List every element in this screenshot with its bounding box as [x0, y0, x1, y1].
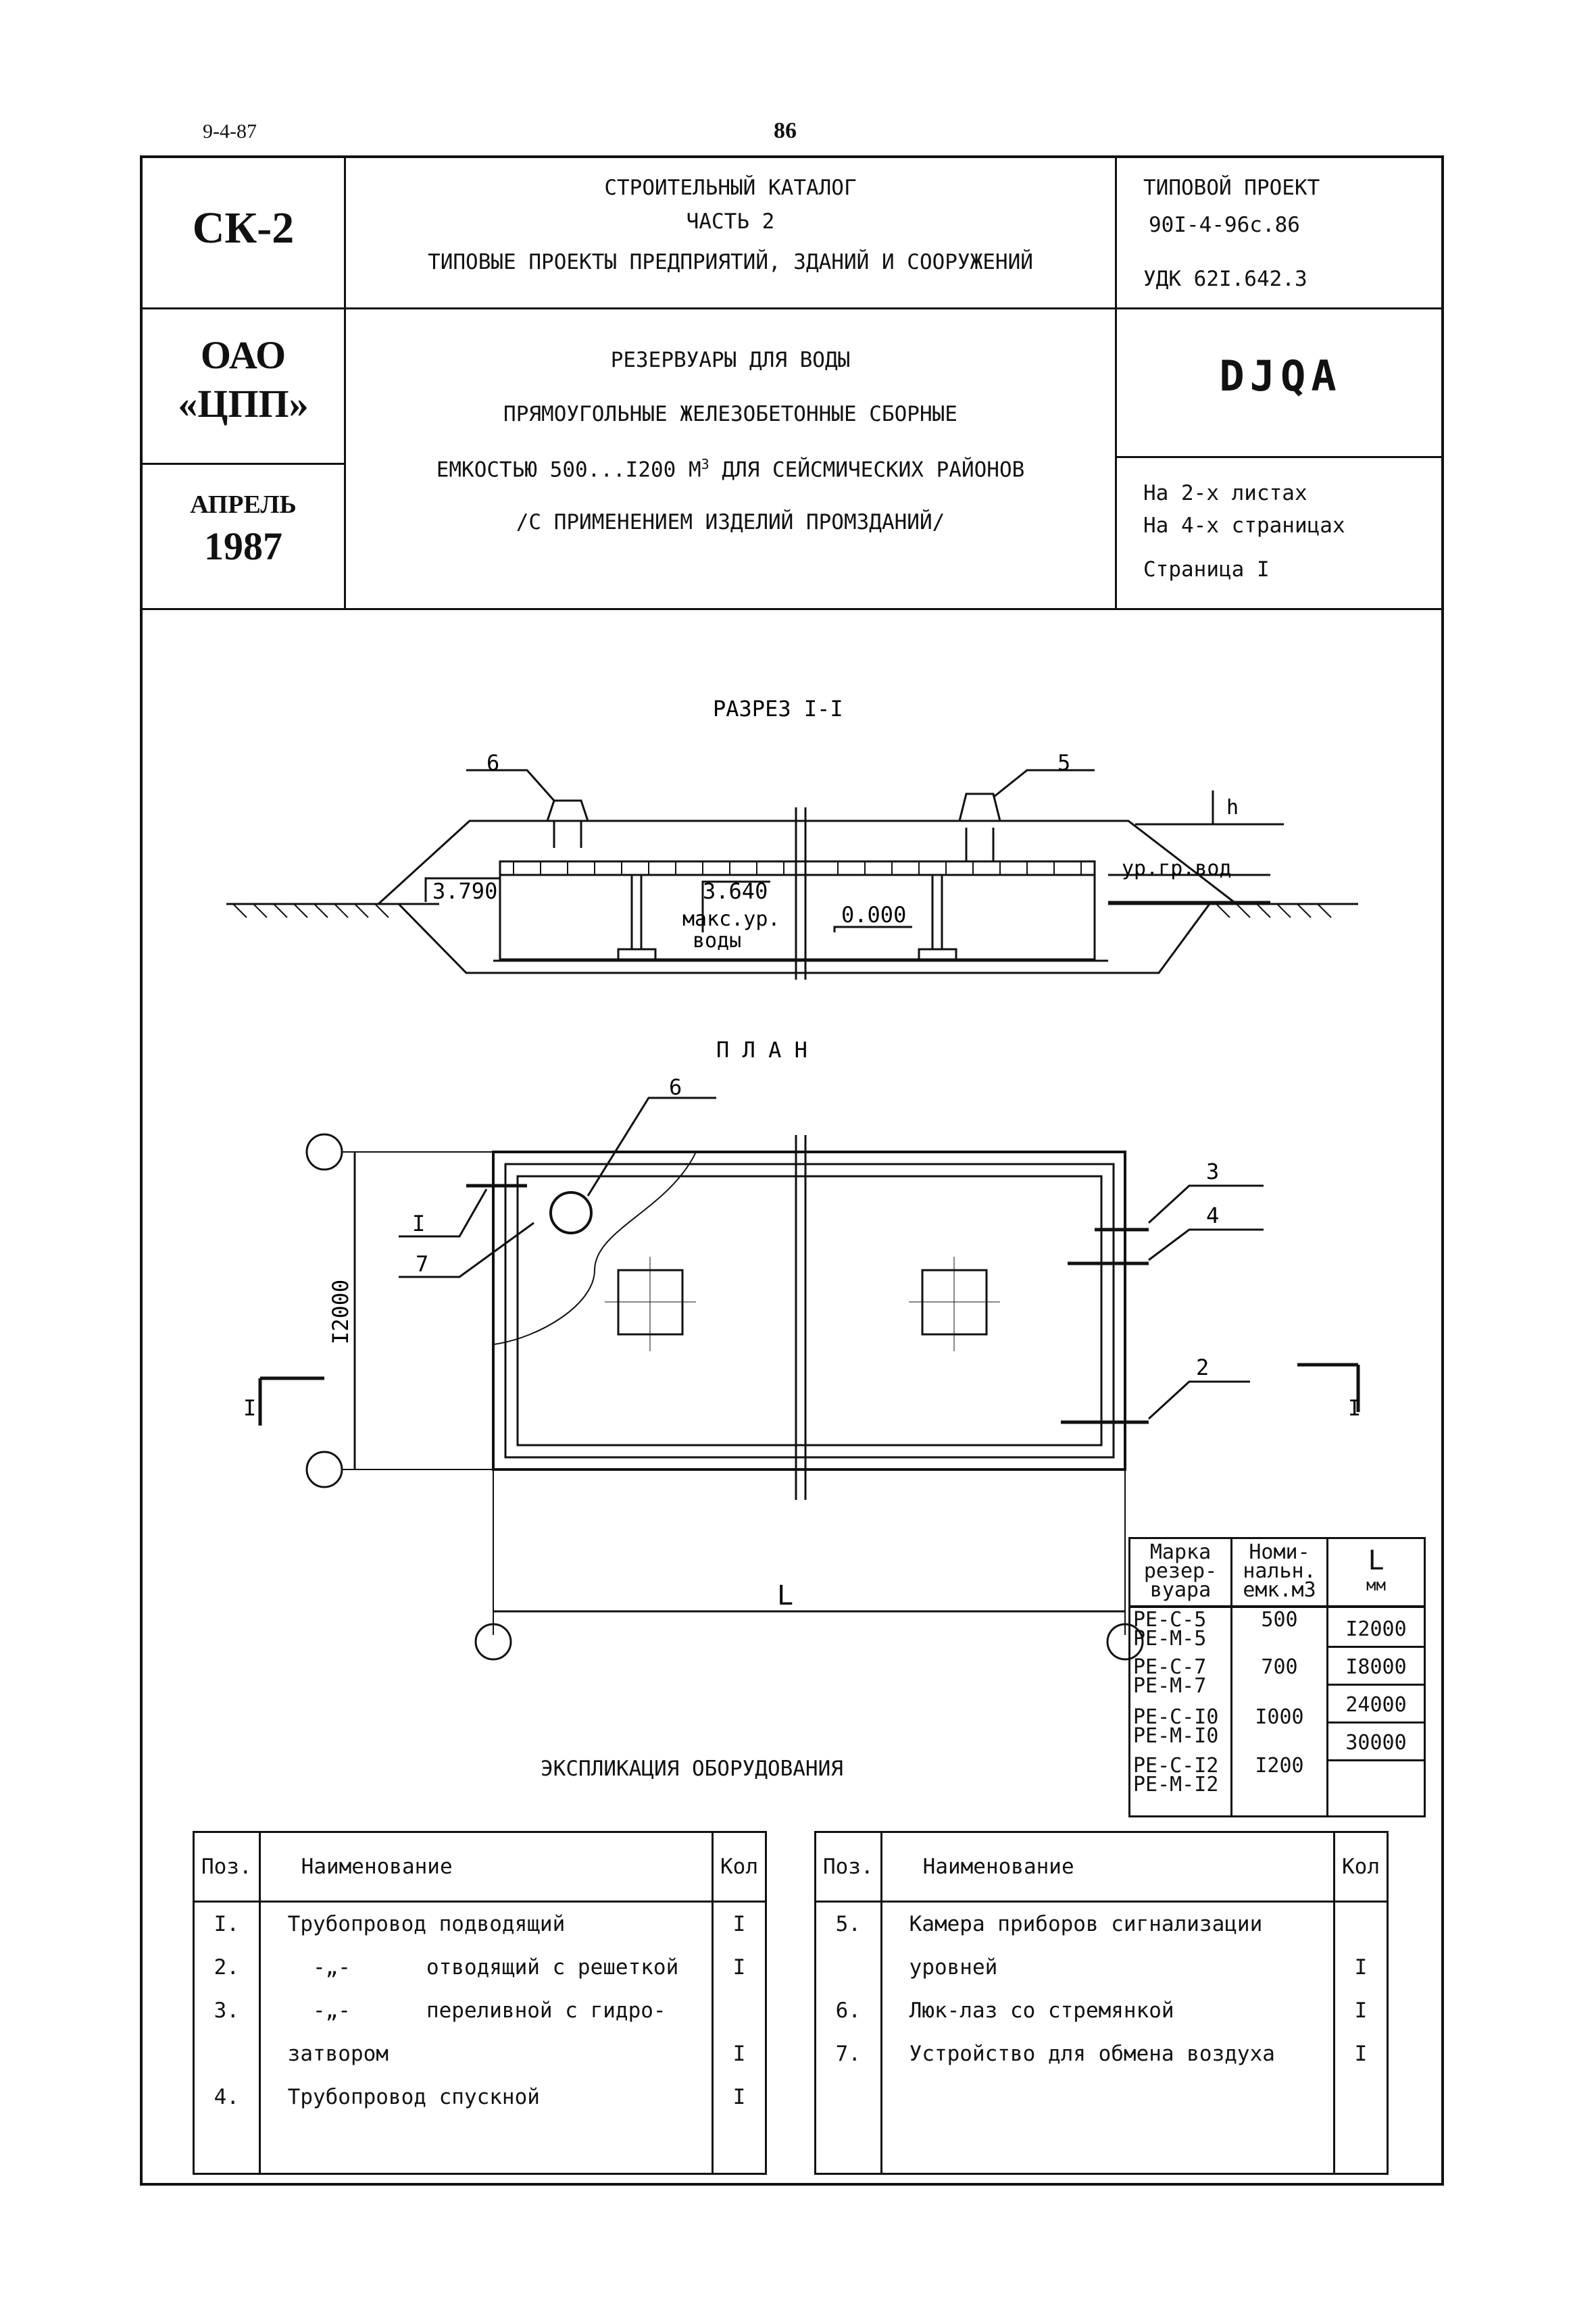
column-right: [932, 875, 942, 949]
sheets-count: На 2-х листах: [1143, 481, 1307, 505]
col-qty: Кол: [713, 1832, 766, 1902]
org-name-2: «ЦПП»: [178, 382, 309, 426]
table-row: 3. -„- переливной с гидро-: [194, 1989, 766, 2032]
plan-leader-4: [1149, 1230, 1264, 1260]
doc-code: DJQA: [1219, 351, 1342, 401]
page-index: Страница I: [1143, 557, 1270, 582]
col-name: Наименование: [259, 1832, 712, 1902]
org-name-1: ОАО: [200, 333, 286, 377]
tank-row-4-capacity: I200: [1255, 1754, 1304, 1778]
elev-zero: 0.000: [841, 902, 907, 928]
section-title: РАЗРЕЗ I-I: [713, 696, 843, 722]
plan-inner-2: [518, 1176, 1101, 1445]
catalog-title-2: ЧАСТЬ 2: [686, 209, 775, 234]
tank-length-1: I2000: [1345, 1617, 1407, 1641]
catalog-title-3: ТИПОВЫЕ ПРОЕКТЫ ПРЕДПРИЯТИЙ, ЗДАНИЙ И СООРУЖЕНИЙ: [428, 250, 1033, 274]
equipment-table-left: [193, 1831, 767, 2175]
tank-table-header-L: L мм: [1366, 1545, 1386, 1594]
catalog-title-1: СТРОИТЕЛЬНЫЙ КАТАЛОГ: [604, 176, 857, 200]
table-row: I. Трубопровод подводящий I: [194, 1902, 766, 1946]
leader-6: [466, 770, 554, 801]
table-row: затвором I: [194, 2032, 766, 2076]
table-row: 2. -„- отводящий с решеткой I: [194, 1946, 766, 1989]
tank-row-4-marks: РЕ-С-I2 РЕ-М-I2: [1133, 1754, 1219, 1796]
col-pos: Поз.: [194, 1832, 260, 1902]
plan-hatch-circle: [551, 1192, 591, 1233]
column-foot-right: [919, 949, 956, 959]
tank-table-header-capacity: Номи- нальн. емк.м3: [1243, 1540, 1316, 1602]
section-h-label: h: [1226, 796, 1239, 820]
col-pos: Поз.: [816, 1832, 882, 1902]
issue-year: 1987: [204, 524, 282, 568]
tank-length-3: 24000: [1345, 1693, 1407, 1717]
axis-bubble-1: [307, 1134, 342, 1169]
manhole-hatch: [547, 801, 588, 848]
col-qty: Кол: [1335, 1832, 1388, 1902]
plan-title: П Л А Н: [716, 1037, 807, 1063]
column-left: [632, 875, 641, 949]
project-number: 90I-4-96с.86: [1149, 213, 1300, 237]
axis-bubble-2: [307, 1452, 342, 1487]
equipment-table-right: [814, 1831, 1389, 2175]
project-label: ТИПОВОЙ ПРОЕКТ: [1143, 176, 1320, 200]
elev-mid: 3.640: [703, 878, 768, 904]
title-line-2: ПРЯМОУГОЛЬНЫЕ ЖЕЛЕЗОБЕТОННЫЕ СБОРНЫЕ: [503, 402, 957, 426]
title-line-4: /С ПРИМЕНЕНИЕМ ИЗДЕЛИЙ ПРОМЗДАНИЙ/: [516, 510, 945, 534]
page-number: 86: [774, 118, 797, 143]
table-row: 6. Люк-лаз со стремянкой I: [816, 1989, 1388, 2032]
plan-dim-length: L: [777, 1580, 794, 1611]
tank-body: [500, 861, 1095, 959]
tank-length-4: 30000: [1345, 1731, 1407, 1755]
tank-row-1-capacity: 500: [1261, 1608, 1298, 1632]
excavation-pit: [399, 904, 1210, 973]
catalog-code: СК-2: [192, 203, 295, 253]
section-callout-6: 6: [487, 750, 500, 776]
tank-table: [1128, 1537, 1426, 1817]
equipment-title: ЭКСПЛИКАЦИЯ ОБОРУДОВАНИЯ: [541, 1757, 843, 1781]
plan-callout-3: 3: [1206, 1159, 1220, 1184]
tank-table-header-mark: Марка резер- вуара: [1143, 1540, 1218, 1602]
plan-callout-2: 2: [1196, 1355, 1210, 1380]
tank-row-1-marks: РЕ-С-5 РЕ-М-5: [1133, 1608, 1207, 1651]
leader-5: [993, 770, 1095, 797]
tank-length-2: I8000: [1345, 1655, 1407, 1679]
plan-cutaway: [493, 1152, 696, 1344]
plan-callout-7: 7: [416, 1251, 429, 1277]
roof-ribs: [514, 861, 1081, 875]
section-mark-right-label: I: [1348, 1395, 1362, 1421]
plan-callout-4: 4: [1206, 1203, 1220, 1228]
table-row: 5. Камера приборов сигнализации: [816, 1902, 1388, 1946]
pages-count: На 4-х страницах: [1143, 513, 1345, 538]
ground-hatch: [233, 904, 1331, 917]
plan-dim-width: I2000: [328, 1279, 353, 1344]
title-line-3: ЕМКОСТЬЮ 500...I200 $М^3$ ДЛЯ СЕЙСМИЧЕСКИХ РАЙОНОВ: [436, 456, 1025, 482]
plan-leader-6: [588, 1098, 716, 1196]
table-row: [816, 2076, 1388, 2119]
table-row: 7. Устройство для обмена воздуха I: [816, 2032, 1388, 2076]
udk-code: УДК 62I.642.3: [1143, 267, 1307, 291]
plan-leader-2: [1149, 1382, 1250, 1419]
table-row: 4. Трубопровод спускной I: [194, 2076, 766, 2119]
table-row: уровней I: [816, 1946, 1388, 1989]
tank-row-3-marks: РЕ-С-I0 РЕ-М-I0: [1133, 1705, 1219, 1748]
tank-row-3-capacity: I000: [1255, 1705, 1304, 1729]
elev-left: 3.790: [432, 878, 498, 904]
elev-0000-mark: [834, 927, 912, 932]
tank-row-2-capacity: 700: [1261, 1655, 1298, 1679]
tank-row-2-marks: РЕ-С-7 РЕ-М-7: [1133, 1655, 1207, 1698]
plan-callout-6: 6: [669, 1074, 682, 1100]
plan-inner-1: [505, 1164, 1114, 1457]
col-name: Наименование: [881, 1832, 1334, 1902]
issue-month: АПРЕЛЬ: [190, 491, 297, 519]
doc-code-top: 9-4-87: [203, 120, 257, 143]
title-line-1: РЕЗЕРВУАРЫ ДЛЯ ВОДЫ: [610, 348, 851, 372]
max-level-1: макс.ур.: [682, 907, 780, 931]
plan-callout-I: I: [412, 1211, 426, 1236]
column-foot-left: [618, 949, 655, 959]
sensor-chamber: [959, 794, 1000, 861]
water-level-label: ур.гр.вод: [1122, 857, 1232, 880]
section-mark-left-label: I: [243, 1395, 257, 1421]
section-callout-5: 5: [1057, 750, 1071, 776]
max-level-2: воды: [693, 929, 742, 953]
